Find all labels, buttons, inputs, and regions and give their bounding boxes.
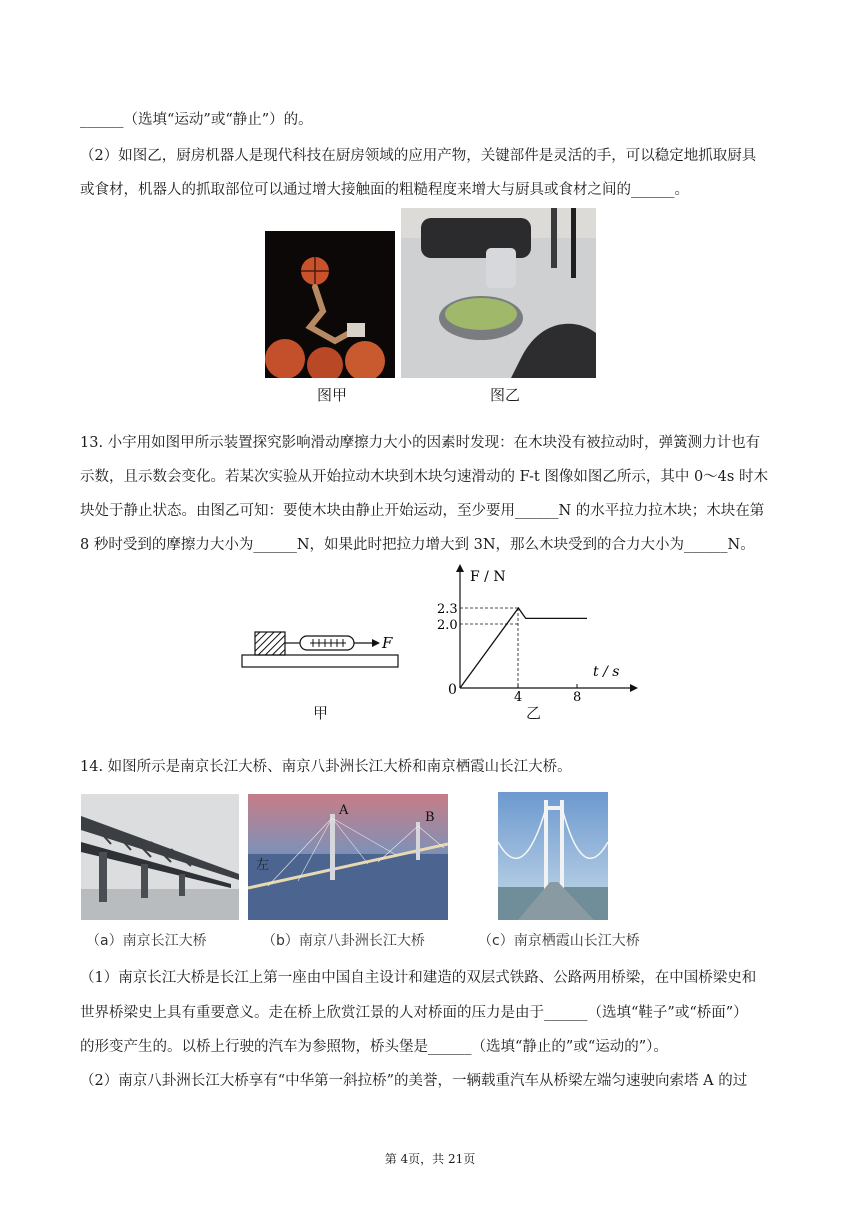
- left-label: 左: [256, 858, 270, 873]
- x-tick-label: 4: [514, 690, 523, 705]
- kitchen-robot-photo: [401, 208, 596, 378]
- text-line: （2）如图乙，厨房机器人是现代科技在厨房领域的应用产物，关键部件是灵活的手，可以稳定地抓取厨具: [80, 148, 757, 164]
- series-line: [460, 608, 587, 688]
- y-axis-arrow: [456, 564, 464, 572]
- text-line: ______（选填“运动”或“静止”）的。: [80, 112, 313, 128]
- tower-label-a: A: [339, 803, 349, 818]
- figure-caption: 图甲: [317, 386, 348, 404]
- bridge-c-photo: [498, 792, 608, 920]
- figure-caption: 图乙: [490, 386, 521, 404]
- apparatus-diagram: [238, 625, 408, 675]
- bridge-caption: （a）南京长江大桥: [86, 933, 207, 949]
- text-line: 世界桥梁史上具有重要意义。走在桥上欣赏江景的人对桥面的压力是由于______（选填“鞋子”或“桥面”）: [80, 1005, 748, 1021]
- y-tick-label: 2.0: [437, 618, 458, 633]
- bridge-a-photo: [81, 794, 239, 920]
- text-line: （1）南京长江大桥是长江上第一座由中国自主设计和建造的双层式铁路、公路两用桥梁，在中国桥梁史和: [80, 970, 757, 986]
- bridge-caption: （b）南京八卦洲长江大桥: [262, 933, 425, 949]
- bridge-caption: （c）南京栖霞山长江大桥: [478, 933, 640, 949]
- text-line: 示数，且示数会变化。若某次实验从开始拉动木块到木块匀速滑动的 F-t 图像如图乙所示，其中 0～4s 时木: [80, 469, 768, 485]
- tower-label-b: B: [425, 810, 435, 825]
- text-line: （2）南京八卦洲长江大桥享有“中华第一斜拉桥”的美誉，一辆载重汽车从桥梁左端匀速驶向索塔 A 的过: [80, 1073, 748, 1089]
- text-line: 8 秒时受到的摩擦力大小为______N，如果此时把拉力增大到 3N，那么木块受到的合力大小为______N。: [80, 537, 755, 553]
- text-line: 块处于静止状态。由图乙可知：要使木块由静止开始运动，至少要用______N 的水平拉力拉木块；木块在第: [80, 503, 765, 519]
- text-line: 或食材，机器人的抓取部位可以通过增大接触面的粗糙程度来增大与厨具或食材之间的______。: [80, 182, 689, 198]
- origin-label: 0: [448, 682, 457, 698]
- text-line: 13. 小宇用如图甲所示装置探究影响滑动摩擦力大小的因素时发现：在木块没有被拉动时，弹簧测力计也有: [80, 435, 761, 451]
- y-axis-label: F / N: [470, 569, 506, 585]
- y-tick-label: 2.3: [437, 602, 458, 617]
- x-tick-label: 8: [573, 690, 582, 705]
- x-axis-arrow: [630, 684, 638, 692]
- robot-basketball-photo: [265, 231, 395, 378]
- figure-caption: 乙: [526, 704, 542, 722]
- page-footer: 第 4页，共 21页: [384, 1152, 476, 1166]
- text-line: 的形变产生的。以桥上行驶的汽车为参照物，桥头堡是______（选填“静止的”或“运动的”）。: [80, 1039, 668, 1055]
- force-label: F: [382, 634, 393, 652]
- text-line: 14. 如图所示是南京长江大桥、南京八卦洲长江大桥和南京栖霞山长江大桥。: [80, 759, 572, 775]
- f-t-chart: [420, 560, 640, 720]
- x-axis-label: t / s: [593, 664, 620, 680]
- bridge-b-photo: [248, 794, 448, 920]
- figure-caption: 甲: [313, 704, 329, 722]
